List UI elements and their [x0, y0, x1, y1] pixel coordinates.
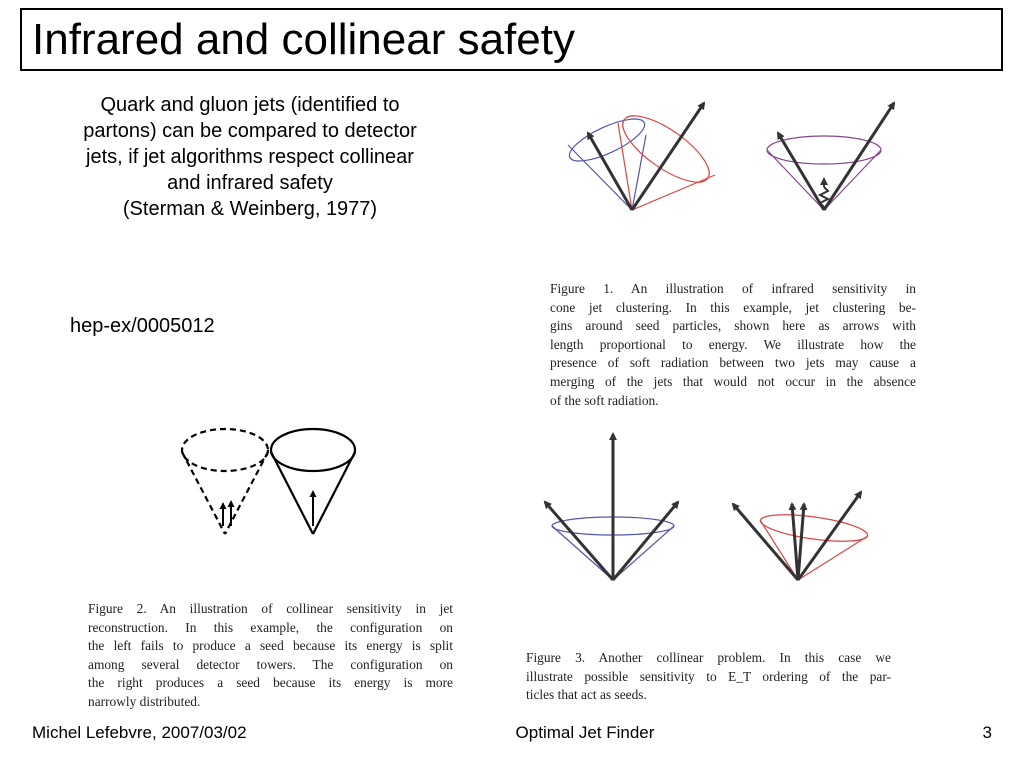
figure1-diagram [560, 95, 920, 225]
caption-line: narrowly distributed. [88, 693, 201, 709]
intro-text [30, 92, 470, 222]
arxiv-reference: hep-ex/0005012 [70, 315, 215, 337]
intro-line: partons) can be compared to detector [83, 120, 417, 142]
figure2-right-cone [271, 429, 355, 534]
page-number: 3 [982, 723, 992, 742]
caption-line: Figure 1. An illustration of infrared sensitivity in [550, 281, 916, 296]
figure2-diagram [178, 422, 368, 542]
caption-line: presence of soft radiation between two jets may cause a [550, 355, 916, 371]
footer-author-date: Michel Lefebvre, 2007/03/02 [32, 723, 247, 742]
intro-line: Quark and gluon jets (identified to [100, 94, 400, 116]
intro-line: and infrared safety [167, 172, 333, 194]
figure2-caption [88, 600, 453, 712]
intro-citation: (Sterman & Weinberg, 1977) [122, 198, 378, 220]
caption-line: merging of the jets that would not occur in the absence [550, 373, 916, 389]
caption-line: length proportional to energy. We illustrate how the [550, 336, 916, 352]
figure3-right-panel [733, 492, 869, 580]
caption-line: of the soft radiation. [550, 392, 659, 408]
caption-line: Figure 3. Another collinear problem. In this case we [526, 650, 891, 665]
caption-line: gins around seed particles, shown here as arrows with [550, 318, 916, 334]
caption-line: Figure 2. An illustration of collinear sensitivity in jet [88, 601, 453, 616]
caption-line: cone jet clustering. In this example, jet clustering be- [550, 299, 916, 315]
title-box [20, 8, 1003, 71]
figure3-diagram [540, 428, 880, 588]
figure2-left-cone [182, 429, 268, 534]
figure1-right-panel [767, 103, 894, 210]
footer-title: Optimal Jet Finder [515, 723, 655, 742]
figure3-caption [526, 649, 891, 705]
intro-line: jets, if jet algorithms respect collinear [86, 146, 414, 168]
caption-line: illustrate possible sensitivity to E_T ordering of the par- [526, 668, 891, 684]
figure1-left-panel [564, 103, 718, 210]
caption-line: ticles that act as seeds. [526, 687, 647, 703]
caption-line: the right produces a seed because its energy is more [88, 675, 453, 691]
caption-line: among several detector towers. The configuration on [88, 656, 453, 672]
caption-line: reconstruction. In this example, the configuration on [88, 619, 453, 635]
figure3-left-panel [545, 434, 678, 580]
slide-title: Infrared and collinear safety [32, 15, 575, 64]
caption-line: the left fails to produce a seed because its energy is split [88, 638, 453, 654]
figure1-caption [550, 280, 916, 410]
